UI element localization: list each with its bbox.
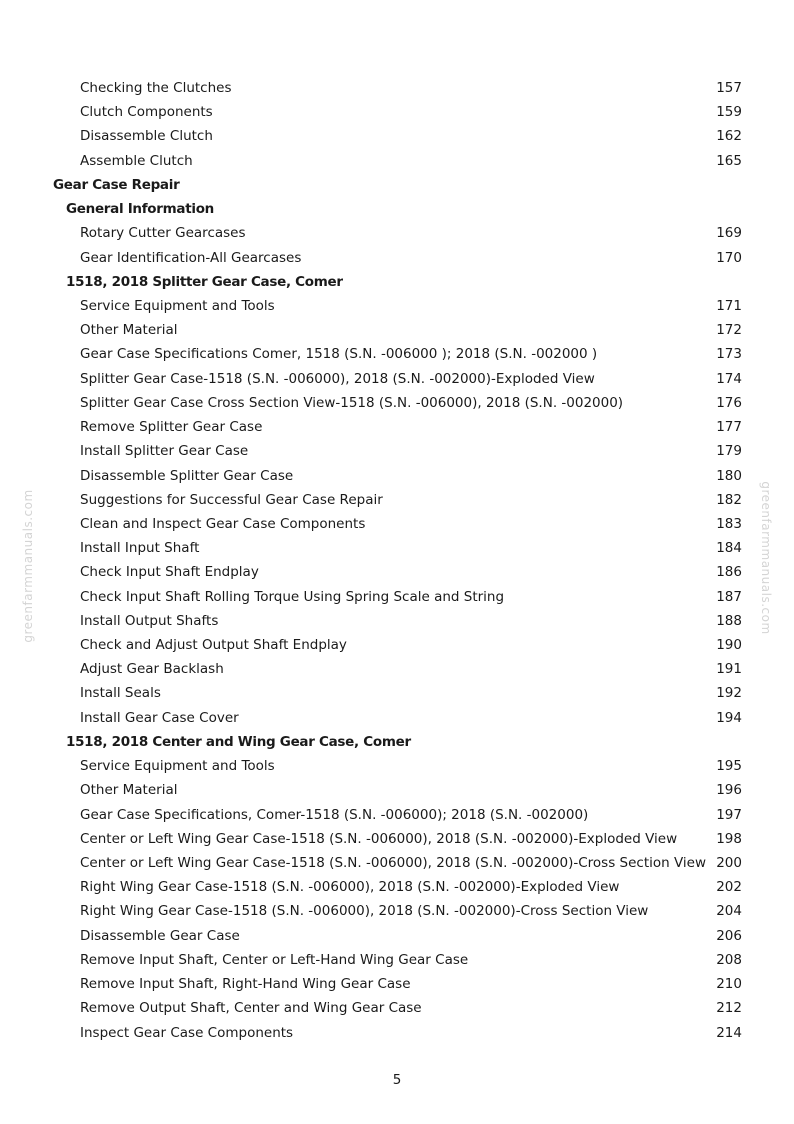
toc-entry-page-number: 206 (716, 927, 742, 944)
toc-entry-page-number: 183 (716, 515, 742, 532)
watermark-left: greenfarmmanuals.com (21, 489, 35, 643)
toc-entry-title: Clean and Inspect Gear Case Components (80, 515, 366, 532)
toc-entry-title: Check Input Shaft Endplay (80, 564, 259, 581)
toc-entry-title: Install Input Shaft (80, 540, 200, 557)
toc-entry-page-number: 169 (716, 225, 742, 242)
toc-entry[interactable] (0, 318, 794, 342)
toc-entry-page-number: 214 (716, 1024, 742, 1041)
toc-entry-page-number: 190 (716, 637, 742, 654)
toc-entry-title: Assemble Clutch (80, 152, 193, 169)
table-of-contents (0, 76, 794, 1045)
toc-entry[interactable] (0, 367, 794, 391)
toc-entry-title: Checking the Clutches (80, 80, 232, 96)
toc-entry-page-number: 182 (716, 491, 742, 508)
toc-entry-title: Install Splitter Gear Case (80, 443, 249, 460)
toc-entry-title: Install Gear Case Cover (80, 709, 239, 726)
toc-entry-page-number: 184 (716, 540, 742, 557)
toc-entry[interactable] (0, 851, 794, 875)
toc-entry-title: Check Input Shaft Rolling Torque Using Spring Scale and String (80, 588, 505, 605)
toc-entry-page-number: 186 (716, 564, 742, 581)
toc-entry-page-number: 165 (716, 152, 742, 169)
toc-entry-title: Install Output Shafts (80, 612, 219, 629)
toc-entry[interactable] (0, 536, 794, 560)
toc-entry-title: Inspect Gear Case Components (80, 1024, 294, 1041)
toc-entry-title: Gear Identification-All Gearcases (80, 249, 302, 266)
toc-entry[interactable] (0, 294, 794, 318)
toc-entry[interactable] (0, 342, 794, 366)
toc-entry-page-number: 200 (716, 855, 742, 871)
toc-entry[interactable] (0, 972, 794, 996)
toc-entry-title: Suggestions for Successful Gear Case Repair (80, 491, 383, 508)
toc-entry-title: Center or Left Wing Gear Case-1518 (S.N. -006000), 2018 (S.N. -002000)-Exploded View (80, 830, 678, 847)
toc-section-heading[interactable] (0, 270, 794, 294)
toc-entry-page-number: 192 (716, 685, 742, 702)
toc-entry-page-number: 180 (716, 467, 742, 484)
toc-entry[interactable] (0, 585, 794, 609)
toc-entry-title: Right Wing Gear Case-1518 (S.N. -006000), 2018 (S.N. -002000)-Cross Section View (80, 903, 649, 920)
toc-entry-title: Disassemble Splitter Gear Case (80, 467, 294, 484)
toc-section-heading[interactable] (0, 173, 794, 197)
toc-entry-title: Install Seals (80, 685, 161, 702)
toc-entry[interactable] (0, 149, 794, 173)
toc-entry-title: 1518, 2018 Center and Wing Gear Case, Comer (66, 733, 411, 750)
toc-entry-page-number: 188 (716, 612, 742, 629)
toc-entry-title: Clutch Components (80, 104, 213, 121)
toc-entry-title: Splitter Gear Case-1518 (S.N. -006000), 2018 (S.N. -002000)-Exploded View (80, 370, 595, 387)
toc-entry-title: Rotary Cutter Gearcases (80, 225, 246, 242)
toc-entry-page-number: 159 (716, 104, 742, 121)
toc-entry-page-number: 195 (716, 758, 742, 775)
toc-entry-page-number: 172 (716, 322, 742, 339)
toc-entry-page-number: 171 (716, 297, 742, 314)
toc-entry-page-number: 173 (716, 346, 742, 363)
toc-entry[interactable] (0, 246, 794, 270)
toc-entry-title: Other Material (80, 782, 178, 799)
toc-entry-title: 1518, 2018 Splitter Gear Case, Comer (66, 273, 343, 290)
toc-entry-title: Service Equipment and Tools (80, 758, 275, 775)
page-number: 5 (392, 1072, 402, 1088)
toc-entry-title: Adjust Gear Backlash (80, 661, 224, 678)
toc-entry-title: Disassemble Gear Case (80, 927, 240, 944)
toc-entry[interactable] (0, 609, 794, 633)
toc-entry-page-number: 176 (716, 394, 742, 411)
toc-entry-title: Right Wing Gear Case-1518 (S.N. -006000), 2018 (S.N. -002000)-Exploded View (80, 879, 620, 896)
toc-entry-title: Remove Input Shaft, Right-Hand Wing Gear Case (80, 976, 411, 993)
watermark-right: greenfarmmanuals.com (759, 481, 773, 635)
toc-entry-page-number: 174 (716, 370, 742, 387)
toc-entry[interactable] (0, 681, 794, 705)
toc-entry[interactable] (0, 924, 794, 948)
toc-entry[interactable] (0, 899, 794, 923)
toc-entry-title: Gear Case Specifications, Comer-1518 (S.N. -006000); 2018 (S.N. -002000) (80, 806, 589, 823)
toc-entry[interactable] (0, 1021, 794, 1045)
toc-entry-title: Gear Case Specifications Comer, 1518 (S.N. -006000 ); 2018 (S.N. -002000 ) (80, 346, 598, 363)
toc-entry[interactable] (0, 76, 794, 100)
toc-entry-page-number: 157 (716, 80, 742, 96)
toc-entry-page-number: 194 (716, 709, 742, 726)
toc-entry[interactable] (0, 439, 794, 463)
toc-entry-page-number: 191 (716, 661, 742, 678)
toc-entry[interactable] (0, 633, 794, 657)
toc-entry-page-number: 212 (716, 1000, 742, 1017)
toc-entry[interactable] (0, 415, 794, 439)
toc-entry-page-number: 179 (716, 443, 742, 460)
toc-entry-title: General Information (66, 201, 214, 218)
toc-entry-title: Disassemble Clutch (80, 128, 213, 145)
toc-entry[interactable] (0, 827, 794, 851)
toc-entry-page-number: 170 (716, 249, 742, 266)
toc-entry[interactable] (0, 512, 794, 536)
toc-entry[interactable] (0, 100, 794, 124)
toc-section-heading[interactable] (0, 197, 794, 221)
toc-entry[interactable] (0, 560, 794, 584)
toc-entry-page-number: 198 (716, 830, 742, 847)
toc-entry[interactable] (0, 778, 794, 802)
toc-entry[interactable] (0, 124, 794, 148)
toc-entry[interactable] (0, 706, 794, 730)
toc-entry[interactable] (0, 875, 794, 899)
toc-entry-title: Center or Left Wing Gear Case-1518 (S.N. -006000), 2018 (S.N. -002000)-Cross Section View (80, 855, 707, 871)
toc-section-heading[interactable] (0, 730, 794, 754)
toc-entry-title: Remove Splitter Gear Case (80, 419, 263, 436)
toc-entry-page-number: 197 (716, 806, 742, 823)
toc-entry-page-number: 202 (716, 879, 742, 896)
toc-entry[interactable] (0, 948, 794, 972)
toc-entry-page-number: 210 (716, 976, 742, 993)
toc-entry-page-number: 208 (716, 951, 742, 968)
toc-entry-title: Splitter Gear Case Cross Section View-1518 (S.N. -006000), 2018 (S.N. -002000) (80, 394, 624, 411)
toc-entry[interactable] (0, 803, 794, 827)
toc-entry[interactable] (0, 657, 794, 681)
toc-entry-page-number: 177 (716, 419, 742, 436)
toc-entry-title: Service Equipment and Tools (80, 297, 275, 314)
toc-entry[interactable] (0, 996, 794, 1020)
toc-entry-page-number: 187 (716, 588, 742, 605)
toc-entry-title: Check and Adjust Output Shaft Endplay (80, 637, 347, 654)
toc-entry-title: Other Material (80, 322, 178, 339)
toc-entry-page-number: 196 (716, 782, 742, 799)
toc-entry[interactable] (0, 754, 794, 778)
toc-entry[interactable] (0, 464, 794, 488)
toc-entry-page-number: 162 (716, 128, 742, 145)
toc-entry-title: Remove Output Shaft, Center and Wing Gear Case (80, 1000, 422, 1017)
toc-entry[interactable] (0, 221, 794, 245)
toc-entry-page-number: 204 (716, 903, 742, 920)
toc-entry[interactable] (0, 391, 794, 415)
toc-entry-title: Gear Case Repair (53, 176, 180, 193)
toc-entry-title: Remove Input Shaft, Center or Left-Hand Wing Gear Case (80, 951, 469, 968)
toc-entry[interactable] (0, 488, 794, 512)
